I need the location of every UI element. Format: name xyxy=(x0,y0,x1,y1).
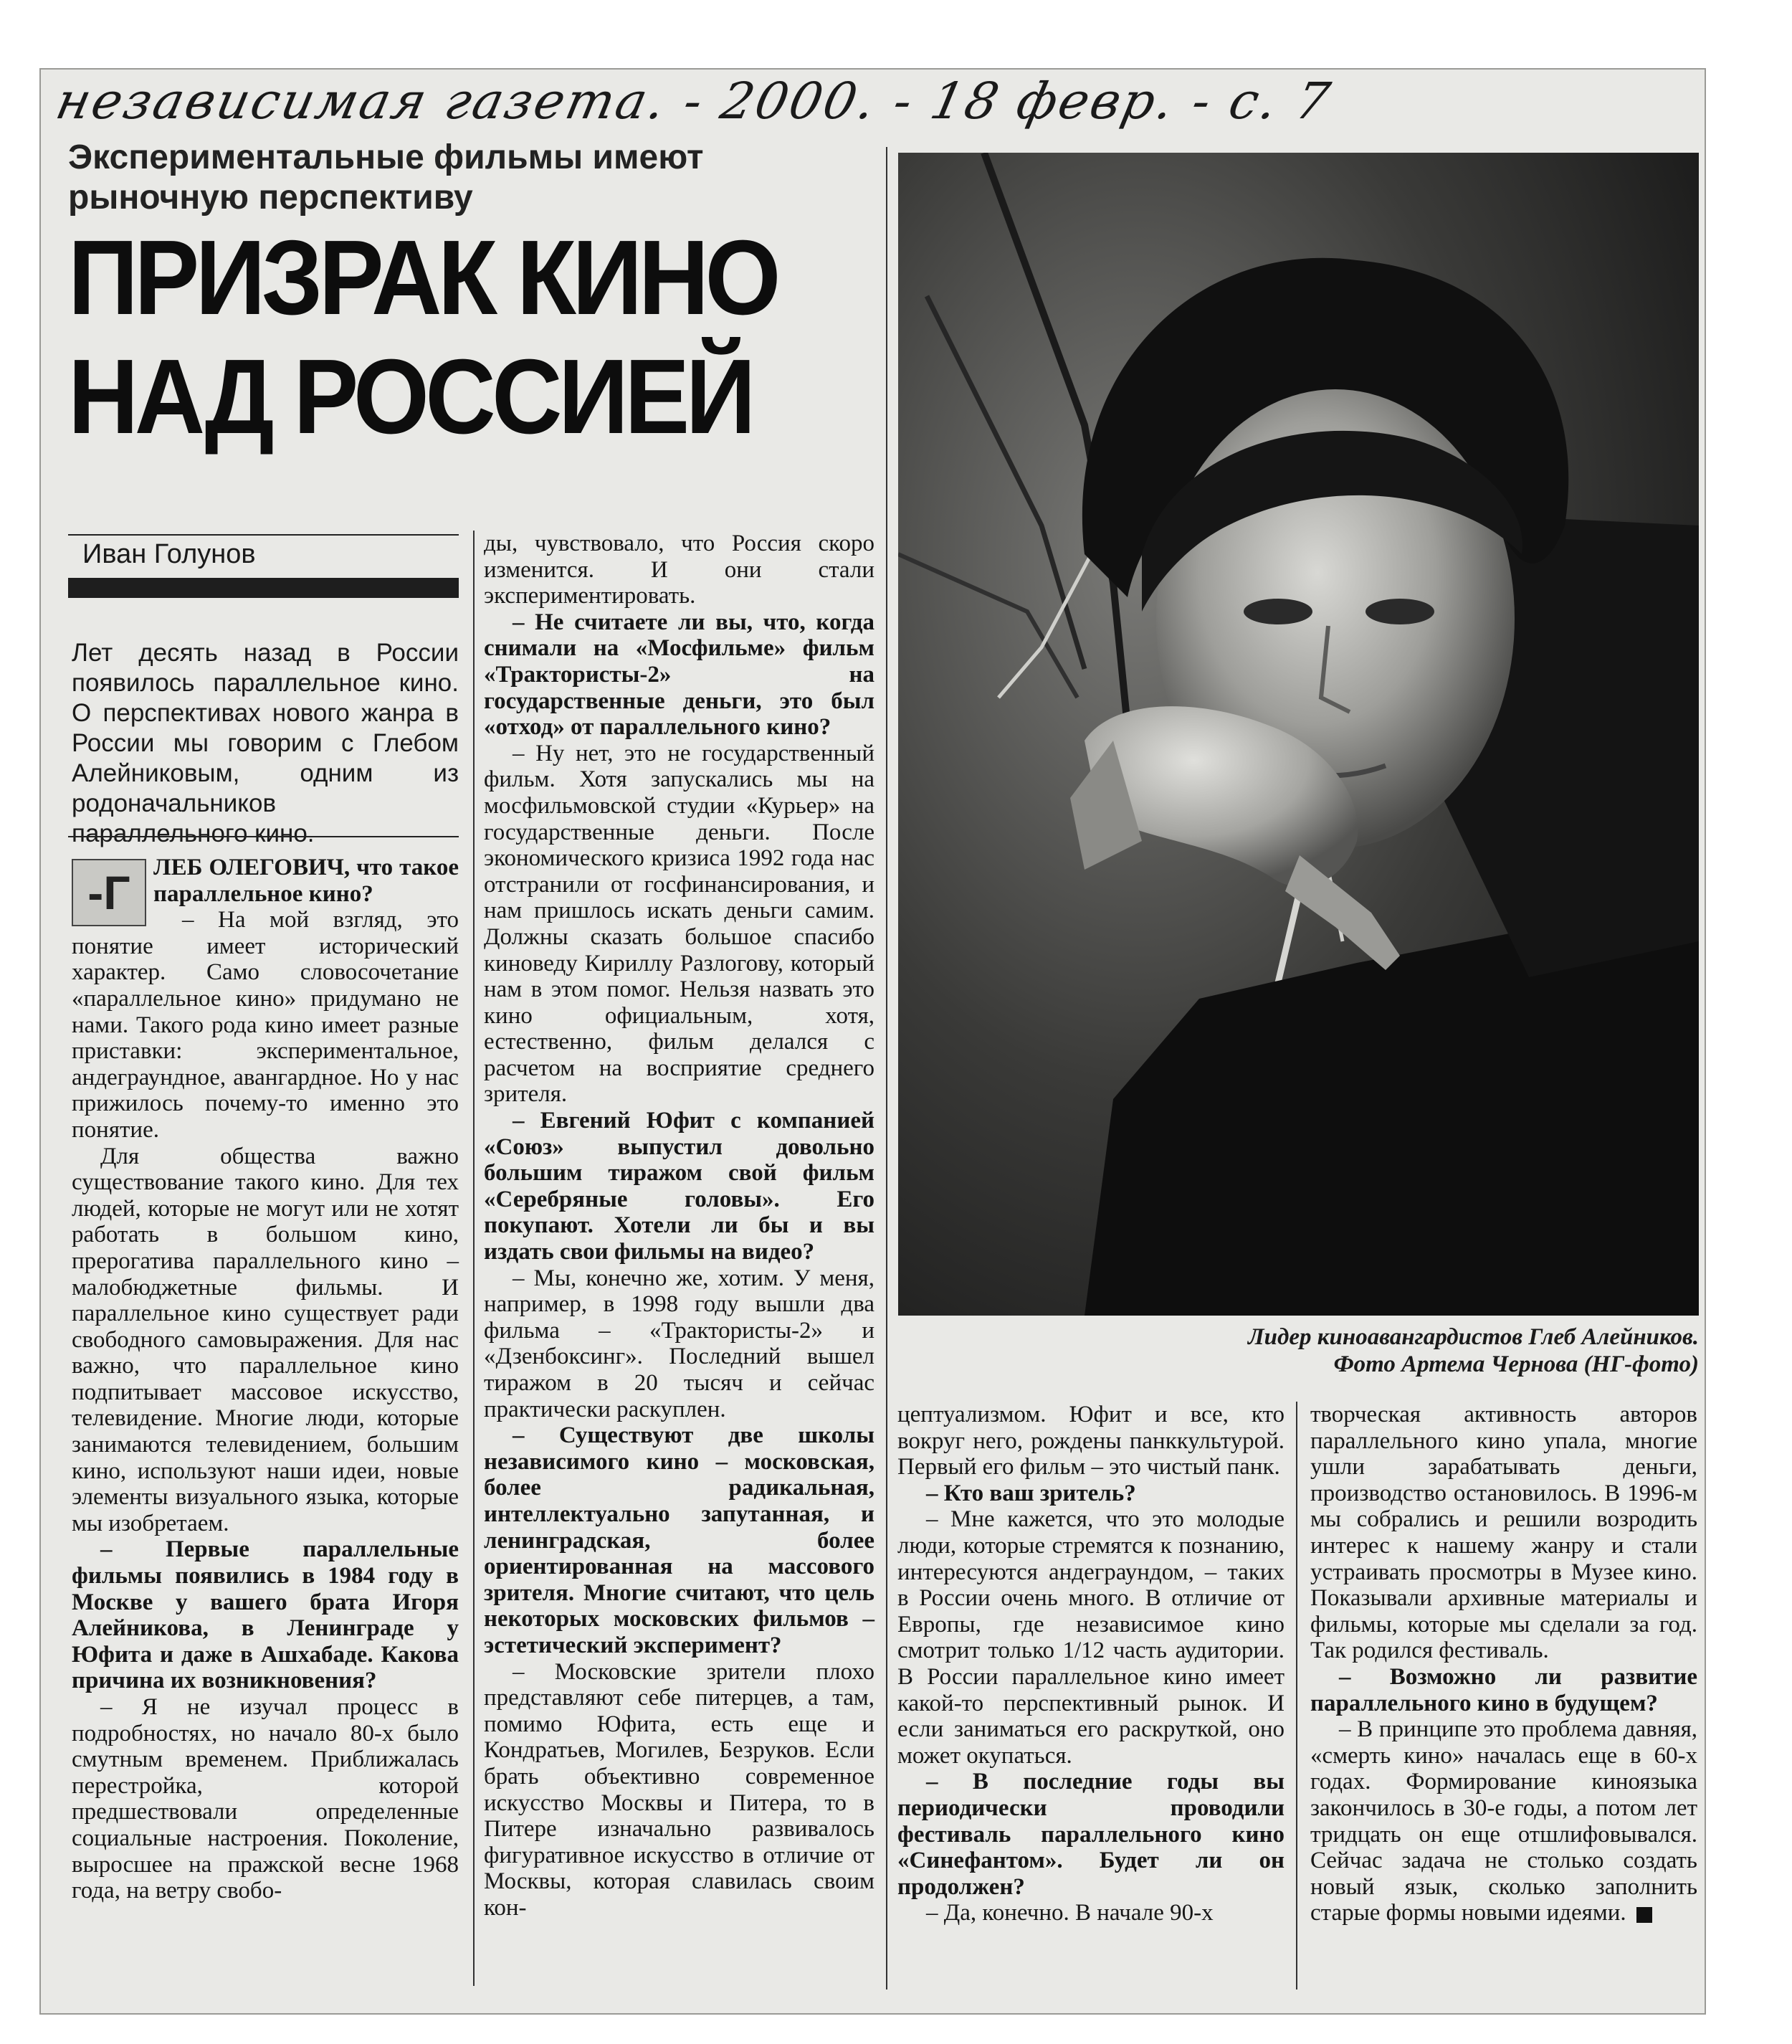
author-byline: Иван Голунов xyxy=(82,539,256,569)
answer-paragraph: – Мне кажется, что это молодые люди, которые стремятся к познанию, интересуются андеграундом, – таких в России очень много. В отличие от Европы, где независимое кино смотрит только 1/12 часть аудитории. В России параллельное кино имеет какой-то перспективный рынок. И если заниматься его раскруткой, оно может окупаться. xyxy=(897,1506,1285,1769)
author-bar xyxy=(68,578,459,598)
question-paragraph: – В последние годы вы периодически проводили фестиваль параллельного кино «Синефантом». Будет ли он продолжен? xyxy=(897,1769,1285,1900)
question-paragraph: – Возможно ли развитие параллельного кино в будущем? xyxy=(1310,1663,1697,1716)
column-divider xyxy=(886,147,887,1990)
answer-paragraph: – На мой взгляд, это понятие имеет исторический характер. Само словосочетание «параллельное кино» придумано не нами. Такого рода кино имеет разные приставки: экспериментальное, андеграундное, авангардное. Но у нас прижилось почему-то именно это понятие. xyxy=(72,907,459,1143)
text-column-3 xyxy=(897,1402,1285,1926)
question-paragraph: – Кто ваш зритель? xyxy=(926,1480,1136,1506)
intro-question: ЛЕБ ОЛЕГОВИЧ, что такое параллельное кино? xyxy=(153,855,459,907)
text-column-2 xyxy=(484,531,874,1921)
answer-paragraph: ды, чувствовало, что Россия скоро изменится. И они стали экспериментировать. xyxy=(484,531,874,609)
lead-paragraph: Лет десять назад в России появилось параллельное кино. О перспективах нового жанра в России мы говорим с Глебом Алейниковым, одним из родоначальников параллельного кино. xyxy=(72,639,459,847)
answer-paragraph xyxy=(1310,1716,1697,1926)
headline-line-2: НАД РОССИЕЙ xyxy=(68,338,752,456)
answer-paragraph: – Да, конечно. В начале 90-х xyxy=(926,1900,1214,1926)
text-column-4 xyxy=(1310,1402,1697,1926)
author-top-rule xyxy=(68,534,459,536)
photo-caption xyxy=(898,1323,1699,1378)
question-paragraph: – Первые параллельные фильмы появились в 1984 году в Москве у вашего брата Игоря Алейникова, в Ленинграде у Юфита и даже в Ашхабаде. Какова причина их возникновения? xyxy=(72,1536,459,1694)
answer-paragraph: творческая активность авторов параллельного кино упала, многие ушли зарабатывать деньги, производство остановилось. В 1996-м мы собрались и решили возродить интерес к нашему жанру и стали устраивать просмотры в Музее кино. Показывали архивные материалы и фильмы, которые мы сделали за год. Так родился фестиваль. xyxy=(1310,1402,1697,1664)
question-paragraph: – Не считаете ли вы, что, когда снимали на «Мосфильме» фильм «Трактористы-2» на государственные деньги, это был «отход» от параллельного кино? xyxy=(484,609,874,741)
portrait-photo-graphic xyxy=(898,153,1699,1316)
answer-paragraph: Для общества важно существование такого кино. Для тех людей, которые не могут или не хотят работать в большом кино, прерогатива параллельного кино – малобюджетные фильмы. И параллельное кино существует ради свободного самовыражения. Для нас важно, что параллельное кино подпитывает массовое искусство, телевидение. Многие люди, которые занимаются телевидением, большим кино, используют наши идеи, новые элементы визуального языка, которые мы изобретаем. xyxy=(72,1143,459,1536)
answer-paragraph: цептуализмом. Юфит и все, кто вокруг него, рождены панккультурой. Первый его фильм – это чистый панк. xyxy=(897,1402,1285,1480)
portrait-photo xyxy=(898,153,1699,1316)
article-subtitle: Экспериментальные фильмы имеют рыночную перспективу xyxy=(68,138,704,217)
lead-bottom-rule xyxy=(68,836,459,837)
answer-paragraph: – Московские зрители плохо представляют себе питерцев, а там, помимо Юфита, есть еще и Кондратьев, Могилев, Безруков. Если брать объективно современное искусство Москвы и Питера, то в Питере изначально развивалось фигуративное искусство в отличие от Москвы, которая славилась своим кон- xyxy=(484,1658,874,1921)
text-column-1 xyxy=(72,855,459,1904)
question-paragraph: – Существуют две школы независимого кино – московская, более радикальная, интеллектуально запутанная, и ленинградская, более ориентированная на массового зрителя. Многие считают, что цель некоторых московских фильмов – эстетический эксперимент? xyxy=(484,1422,874,1658)
drop-cap: -Г xyxy=(72,859,146,926)
headline-line-1: ПРИЗРАК КИНО xyxy=(68,219,777,337)
handwritten-source-note: независимая газета. - 2000. - 18 февр. - с. 7 xyxy=(51,72,1338,130)
photo-caption-line-1: Лидер киноавангардистов Глеб Алейников. xyxy=(1248,1324,1699,1350)
question-paragraph: – Евгений Юфит с компанией «Союз» выпустил довольно большим тиражом свой фильм «Серебряные головы». Его покупают. Хотели ли бы и вы издать свои фильмы на видео? xyxy=(484,1108,874,1265)
column-divider xyxy=(473,531,475,1986)
answer-paragraph: – Ну нет, это не государственный фильм. Хотя запускались мы на мосфильмовской студии «Курьер» на государственные деньги. После экономического кризиса 1992 года нас отстранили от госфинансирования, и нам пришлось искать деньги самим. Должны сказать большое спасибо киноведу Кириллу Разлогову, который нам в этом помог. Нельзя назвать это кино официальным, хотя, естественно, фильм делался с расчетом на восприятие среднего зрителя. xyxy=(484,740,874,1108)
answer-paragraph: – Я не изучал процесс в подробностях, но начало 80-х было смутным временем. Приближалась перестройка, которой предшествовали определенные социальные настроения. Поколение, выросшее на пражской весне 1968 года, на ветру свобо- xyxy=(72,1694,459,1904)
final-answer-text: – В принципе это проблема давняя, «смерть кино» началась еще в 60-х годах. Формирование киноязыка закончилось в 30-е годы, а потом лет тридцать он еще отшлифовывался. Сейчас задача не столько создать новый язык, сколько заполнить старые формы новыми идеями. xyxy=(1310,1716,1697,1926)
column-divider xyxy=(1296,1402,1297,1990)
photo-caption-line-2: Фото Артема Чернова (НГ-фото) xyxy=(1333,1351,1699,1377)
article-headline xyxy=(68,219,826,457)
end-of-article-mark xyxy=(1636,1907,1652,1923)
answer-paragraph: – Мы, конечно же, хотим. У меня, например, в 1998 году вышли два фильма – «Трактористы-2» и «Дзенбоксинг». Последний вышел тиражом в 20 тысяч и сейчас практически раскуплен. xyxy=(484,1265,874,1422)
